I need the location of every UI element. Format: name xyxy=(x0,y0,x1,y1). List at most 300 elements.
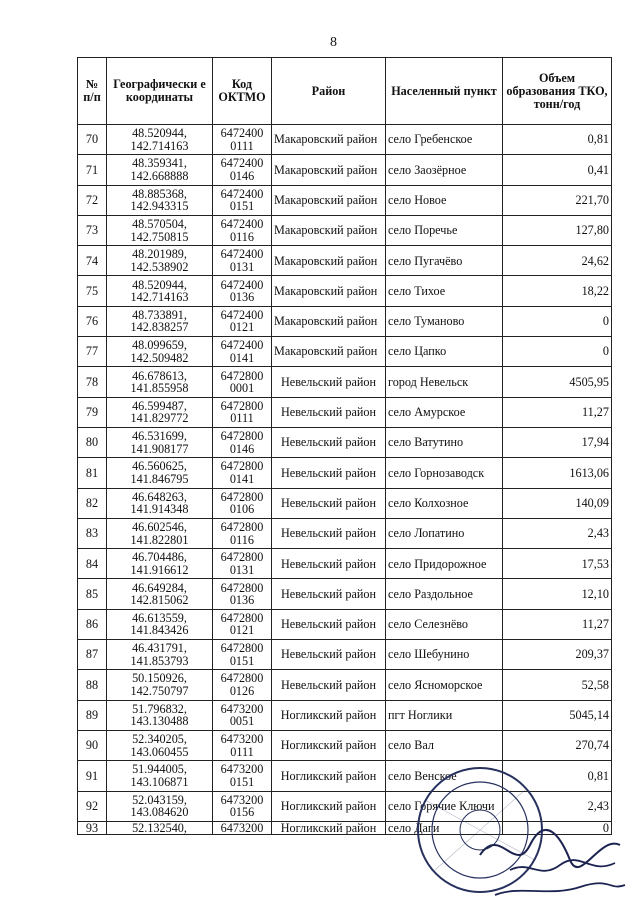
oktmo-part-2: 0136 xyxy=(229,593,255,608)
oktmo-cell xyxy=(213,397,272,427)
latitude: 52.132540, xyxy=(132,821,187,835)
volume-cell xyxy=(503,730,612,760)
rayon-cell xyxy=(272,367,386,397)
settlement-cell xyxy=(386,821,503,835)
table-row xyxy=(78,640,612,670)
settlement-text: село Даги xyxy=(388,821,440,835)
settlement-cell xyxy=(386,155,503,185)
rayon-cell xyxy=(272,730,386,760)
row-number-text: 87 xyxy=(85,647,99,662)
volume-text: 52,58 xyxy=(581,677,609,692)
rayon-text: Невельский район xyxy=(280,586,376,601)
row-number xyxy=(78,125,107,155)
oktmo-part-1: 6472800 xyxy=(220,368,264,383)
settlement-cell xyxy=(386,276,503,306)
oktmo-cell xyxy=(213,125,272,155)
row-number xyxy=(78,215,107,245)
row-number-text: 80 xyxy=(85,435,99,450)
longitude: 142.750797 xyxy=(130,683,189,698)
longitude: 142.943315 xyxy=(130,199,189,214)
oktmo-part-1: 6472800 xyxy=(220,610,264,625)
row-number xyxy=(78,155,107,185)
oktmo-part-2: 0121 xyxy=(229,623,255,638)
settlement-text: село Новое xyxy=(388,192,447,207)
row-number-text: 85 xyxy=(85,586,99,601)
rayon-text: Невельский район xyxy=(280,526,376,541)
rayon-text: Невельский район xyxy=(280,405,376,420)
volume-text: 1613,06 xyxy=(569,465,609,480)
row-number-text: 86 xyxy=(85,617,99,632)
coordinates-cell xyxy=(107,579,213,609)
volume-text: 209,37 xyxy=(575,647,609,662)
volume-cell xyxy=(503,306,612,336)
oktmo-part-2: 0001 xyxy=(229,381,255,396)
volume-cell xyxy=(503,640,612,670)
row-number xyxy=(78,397,107,427)
row-number xyxy=(78,579,107,609)
oktmo-part-1: 6473200 xyxy=(220,821,264,835)
volume-text: 2,43 xyxy=(587,526,609,541)
coordinates-cell xyxy=(107,427,213,457)
longitude: 142.538902 xyxy=(130,259,189,274)
rayon-text: Макаровский район xyxy=(274,192,378,207)
oktmo-part-1: 6472800 xyxy=(220,671,264,686)
table-row xyxy=(78,155,612,185)
settlement-cell xyxy=(386,367,503,397)
row-number xyxy=(78,609,107,639)
volume-cell xyxy=(503,488,612,518)
volume-text: 0 xyxy=(602,821,609,835)
rayon-text: Ногликский район xyxy=(280,798,377,813)
rayon-cell xyxy=(272,397,386,427)
volume-text: 140,09 xyxy=(575,495,609,510)
table-row xyxy=(78,246,612,276)
table-row xyxy=(78,427,612,457)
longitude: 141.843426 xyxy=(130,623,189,638)
row-number-text: 71 xyxy=(85,162,99,177)
coordinates-cell xyxy=(107,761,213,791)
volume-cell xyxy=(503,215,612,245)
table-row xyxy=(78,730,612,760)
oktmo-cell xyxy=(213,215,272,245)
coordinates-cell xyxy=(107,609,213,639)
oktmo-part-1: 6473200 xyxy=(220,732,264,747)
row-number-text: 78 xyxy=(85,374,99,389)
longitude: 141.829772 xyxy=(130,411,189,426)
settlement-text: село Туманово xyxy=(388,314,465,329)
rayon-text: Невельский район xyxy=(280,556,376,571)
latitude: 48.570504, xyxy=(132,217,187,232)
table-row xyxy=(78,579,612,609)
oktmo-part-1: 6472800 xyxy=(220,520,264,534)
volume-text: 0 xyxy=(602,344,609,359)
row-number xyxy=(78,791,107,821)
longitude: 142.714163 xyxy=(130,138,189,153)
rayon-cell xyxy=(272,700,386,730)
latitude: 48.733891, xyxy=(132,307,187,322)
row-number-text: 74 xyxy=(85,253,99,268)
tko-table xyxy=(77,57,612,835)
settlement-cell xyxy=(386,791,503,821)
rayon-cell xyxy=(272,761,386,791)
settlement-cell xyxy=(386,397,503,427)
oktmo-part-2: 0151 xyxy=(229,774,255,789)
coordinates-cell xyxy=(107,640,213,670)
table-row xyxy=(78,670,612,700)
settlement-cell xyxy=(386,700,503,730)
coordinates-cell xyxy=(107,791,213,821)
coordinates-cell xyxy=(107,488,213,518)
table-row xyxy=(78,791,612,821)
volume-cell xyxy=(503,791,612,821)
oktmo-cell xyxy=(213,488,272,518)
settlement-text: город Невельск xyxy=(388,374,469,389)
rayon-cell xyxy=(272,670,386,700)
oktmo-part-2: 0111 xyxy=(230,411,254,426)
rayon-text: Макаровский район xyxy=(274,314,378,329)
latitude: 46.649284, xyxy=(132,580,187,595)
oktmo-part-1: 6472800 xyxy=(220,398,264,413)
rayon-cell xyxy=(272,518,386,548)
table-row xyxy=(78,488,612,518)
row-number-text: 70 xyxy=(85,132,99,147)
oktmo-part-2: 0151 xyxy=(229,199,255,214)
oktmo-cell xyxy=(213,458,272,488)
settlement-text: село Гребенское xyxy=(388,132,473,147)
volume-cell xyxy=(503,155,612,185)
rayon-text: Макаровский район xyxy=(274,162,378,177)
latitude: 46.704486, xyxy=(132,550,187,565)
rayon-cell xyxy=(272,821,386,835)
settlement-text: село Цапко xyxy=(388,344,447,359)
settlement-text: село Ясноморское xyxy=(388,677,483,692)
rayon-text: Невельский район xyxy=(280,647,376,662)
oktmo-cell xyxy=(213,276,272,306)
settlement-cell xyxy=(386,427,503,457)
coordinates-cell xyxy=(107,670,213,700)
oktmo-cell xyxy=(213,246,272,276)
longitude: 141.916612 xyxy=(130,562,189,577)
rayon-text: Ногликский район xyxy=(280,821,377,835)
settlement-text: село Пугачёво xyxy=(388,253,463,268)
settlement-cell xyxy=(386,306,503,336)
rayon-text: Макаровский район xyxy=(274,253,378,268)
latitude: 46.602546, xyxy=(132,520,187,534)
volume-cell xyxy=(503,125,612,155)
table-row xyxy=(78,306,612,336)
volume-text: 0 xyxy=(602,314,609,329)
rayon-text: Макаровский район xyxy=(274,283,378,298)
oktmo-part-1: 6473200 xyxy=(220,792,264,807)
latitude: 48.359341, xyxy=(132,156,187,171)
oktmo-part-1: 6472800 xyxy=(220,429,264,444)
oktmo-part-1: 6472800 xyxy=(220,489,264,504)
longitude: 142.750815 xyxy=(130,229,189,244)
oktmo-cell xyxy=(213,609,272,639)
settlement-cell xyxy=(386,549,503,579)
settlement-cell xyxy=(386,670,503,700)
settlement-text: село Придорожное xyxy=(388,556,487,571)
row-number-text: 73 xyxy=(85,223,99,238)
oktmo-cell xyxy=(213,427,272,457)
oktmo-part-1: 6472800 xyxy=(220,459,264,474)
volume-text: 0,41 xyxy=(587,162,609,177)
longitude: 143.084620 xyxy=(130,805,189,820)
oktmo-part-2: 0156 xyxy=(229,805,255,820)
oktmo-cell xyxy=(213,730,272,760)
oktmo-part-2: 0106 xyxy=(229,502,255,517)
header-oktmo: Код ОКТМО xyxy=(213,58,272,125)
row-number-text: 76 xyxy=(85,314,99,329)
rayon-text: Ногликский район xyxy=(280,768,377,783)
rayon-text: Макаровский район xyxy=(274,132,378,147)
oktmo-cell xyxy=(213,185,272,215)
table-row xyxy=(78,125,612,155)
oktmo-cell xyxy=(213,821,272,835)
coordinates-cell xyxy=(107,246,213,276)
latitude: 46.613559, xyxy=(132,610,187,625)
page-number: 8 xyxy=(330,35,337,50)
rayon-text: Невельский район xyxy=(280,374,376,389)
row-number xyxy=(78,276,107,306)
latitude: 46.531699, xyxy=(132,429,187,444)
volume-cell xyxy=(503,700,612,730)
oktmo-cell xyxy=(213,579,272,609)
coordinates-cell xyxy=(107,397,213,427)
row-number xyxy=(78,427,107,457)
latitude: 52.043159, xyxy=(132,792,187,807)
rayon-text: Макаровский район xyxy=(274,223,378,238)
oktmo-part-2: 0111 xyxy=(230,744,254,759)
settlement-cell xyxy=(386,579,503,609)
volume-text: 12,10 xyxy=(581,586,609,601)
volume-text: 11,27 xyxy=(582,617,609,632)
coordinates-cell xyxy=(107,337,213,367)
oktmo-part-2: 0121 xyxy=(229,320,255,335)
row-number xyxy=(78,700,107,730)
coordinates-cell xyxy=(107,276,213,306)
latitude: 48.520944, xyxy=(132,126,187,141)
row-number-text: 88 xyxy=(85,677,99,692)
settlement-text: село Заозёрное xyxy=(388,162,467,177)
table-row xyxy=(78,367,612,397)
latitude: 50.150926, xyxy=(132,671,187,686)
volume-text: 127,80 xyxy=(575,223,609,238)
volume-cell xyxy=(503,185,612,215)
row-number-text: 93 xyxy=(85,821,99,835)
row-number-text: 91 xyxy=(85,768,99,783)
oktmo-part-2: 0116 xyxy=(230,229,254,244)
row-number xyxy=(78,246,107,276)
oktmo-part-1: 6472400 xyxy=(220,247,264,262)
volume-cell xyxy=(503,458,612,488)
row-number xyxy=(78,761,107,791)
row-number xyxy=(78,549,107,579)
oktmo-part-1: 6472400 xyxy=(220,307,264,322)
row-number xyxy=(78,185,107,215)
oktmo-cell xyxy=(213,761,272,791)
coordinates-cell xyxy=(107,821,213,835)
volume-cell xyxy=(503,579,612,609)
table-row xyxy=(78,761,612,791)
rayon-text: Невельский район xyxy=(280,435,376,450)
row-number xyxy=(78,670,107,700)
oktmo-cell xyxy=(213,700,272,730)
settlement-cell xyxy=(386,337,503,367)
coordinates-cell xyxy=(107,458,213,488)
table-row xyxy=(78,700,612,730)
row-number xyxy=(78,337,107,367)
rayon-cell xyxy=(272,125,386,155)
volume-cell xyxy=(503,397,612,427)
oktmo-part-1: 6472800 xyxy=(220,641,264,656)
longitude: 142.714163 xyxy=(130,290,189,305)
oktmo-part-2: 0141 xyxy=(229,471,255,486)
row-number-text: 81 xyxy=(85,465,99,480)
settlement-cell xyxy=(386,125,503,155)
table-row xyxy=(78,276,612,306)
longitude: 143.106871 xyxy=(130,774,189,789)
latitude: 48.099659, xyxy=(132,338,187,353)
volume-cell xyxy=(503,821,612,835)
latitude: 51.796832, xyxy=(132,701,187,716)
volume-text: 11,27 xyxy=(582,405,609,420)
oktmo-part-1: 6472400 xyxy=(220,277,264,292)
rayon-cell xyxy=(272,306,386,336)
latitude: 46.431791, xyxy=(132,641,187,656)
oktmo-part-1: 6472400 xyxy=(220,186,264,201)
rayon-cell xyxy=(272,549,386,579)
volume-cell xyxy=(503,609,612,639)
settlement-text: село Поречье xyxy=(388,223,458,238)
rayon-cell xyxy=(272,337,386,367)
header-coordinates: Географически е координаты xyxy=(107,58,213,125)
rayon-cell xyxy=(272,276,386,306)
table-row xyxy=(78,397,612,427)
row-number-text: 92 xyxy=(85,798,99,813)
rayon-text: Невельский район xyxy=(280,465,376,480)
settlement-cell xyxy=(386,518,503,548)
rayon-cell xyxy=(272,579,386,609)
header-rayon: Район xyxy=(272,58,386,125)
rayon-cell xyxy=(272,458,386,488)
rayon-cell xyxy=(272,246,386,276)
settlement-text: село Колхозное xyxy=(388,495,469,510)
volume-cell xyxy=(503,427,612,457)
longitude: 143.060455 xyxy=(130,744,189,759)
row-number xyxy=(78,821,107,835)
row-number-text: 79 xyxy=(85,405,99,420)
settlement-text: пгт Ноглики xyxy=(388,708,453,723)
volume-text: 0,81 xyxy=(587,768,609,783)
header-number: № п/п xyxy=(78,58,107,125)
rayon-text: Макаровский район xyxy=(274,344,378,359)
oktmo-part-2: 0131 xyxy=(229,259,255,274)
latitude: 46.678613, xyxy=(132,368,187,383)
row-number xyxy=(78,306,107,336)
settlement-text: село Селезнёво xyxy=(388,617,469,632)
header-volume: Объем образования ТКО, тонн/год xyxy=(503,58,612,125)
oktmo-part-2: 0146 xyxy=(229,441,255,456)
table-row xyxy=(78,337,612,367)
settlement-cell xyxy=(386,246,503,276)
settlement-text: село Лопатино xyxy=(388,526,465,541)
table-row xyxy=(78,215,612,245)
oktmo-part-1: 6473200 xyxy=(220,762,264,777)
table-row xyxy=(78,609,612,639)
oktmo-part-1: 6473200 xyxy=(220,701,264,716)
volume-cell xyxy=(503,367,612,397)
row-number-text: 89 xyxy=(85,708,99,723)
longitude: 141.908177 xyxy=(130,441,189,456)
oktmo-cell xyxy=(213,367,272,397)
longitude: 142.509482 xyxy=(130,350,189,365)
oktmo-cell xyxy=(213,306,272,336)
coordinates-cell xyxy=(107,700,213,730)
settlement-text: село Тихое xyxy=(388,283,446,298)
oktmo-part-2: 0111 xyxy=(230,138,254,153)
settlement-cell xyxy=(386,185,503,215)
rayon-text: Невельский район xyxy=(280,495,376,510)
rayon-cell xyxy=(272,215,386,245)
volume-text: 0,81 xyxy=(587,132,609,147)
rayon-text: Ногликский район xyxy=(280,708,377,723)
rayon-cell xyxy=(272,640,386,670)
volume-cell xyxy=(503,518,612,548)
settlement-text: село Амурское xyxy=(388,405,466,420)
longitude: 142.838257 xyxy=(130,320,189,335)
oktmo-part-2: 0146 xyxy=(229,168,255,183)
coordinates-cell xyxy=(107,185,213,215)
coordinates-cell xyxy=(107,518,213,548)
oktmo-cell xyxy=(213,670,272,700)
oktmo-cell xyxy=(213,155,272,185)
oktmo-cell xyxy=(213,549,272,579)
latitude: 48.520944, xyxy=(132,277,187,292)
rayon-cell xyxy=(272,791,386,821)
coordinates-cell xyxy=(107,125,213,155)
longitude: 141.846795 xyxy=(130,471,189,486)
oktmo-part-1: 6472800 xyxy=(220,580,264,595)
row-number xyxy=(78,458,107,488)
row-number xyxy=(78,518,107,548)
settlement-cell xyxy=(386,488,503,518)
table-row xyxy=(78,821,612,835)
settlement-text: село Шебунино xyxy=(388,647,470,662)
settlement-text: село Раздольное xyxy=(388,586,473,601)
settlement-text: село Вал xyxy=(388,738,434,753)
latitude: 46.560625, xyxy=(132,459,187,474)
settlement-cell xyxy=(386,730,503,760)
row-number-text: 72 xyxy=(85,192,99,207)
row-number-text: 90 xyxy=(85,738,99,753)
row-number-text: 83 xyxy=(85,526,99,541)
latitude: 52.340205, xyxy=(132,732,187,747)
volume-cell xyxy=(503,337,612,367)
volume-text: 18,22 xyxy=(581,283,609,298)
coordinates-cell xyxy=(107,215,213,245)
oktmo-part-2: 0141 xyxy=(229,350,255,365)
volume-text: 5045,14 xyxy=(569,708,609,723)
oktmo-cell xyxy=(213,791,272,821)
volume-text: 17,94 xyxy=(581,435,609,450)
longitude: 142.668888 xyxy=(130,168,189,183)
rayon-cell xyxy=(272,488,386,518)
oktmo-cell xyxy=(213,640,272,670)
volume-cell xyxy=(503,761,612,791)
oktmo-part-1: 6472400 xyxy=(220,217,264,232)
latitude: 51.944005, xyxy=(132,762,187,777)
